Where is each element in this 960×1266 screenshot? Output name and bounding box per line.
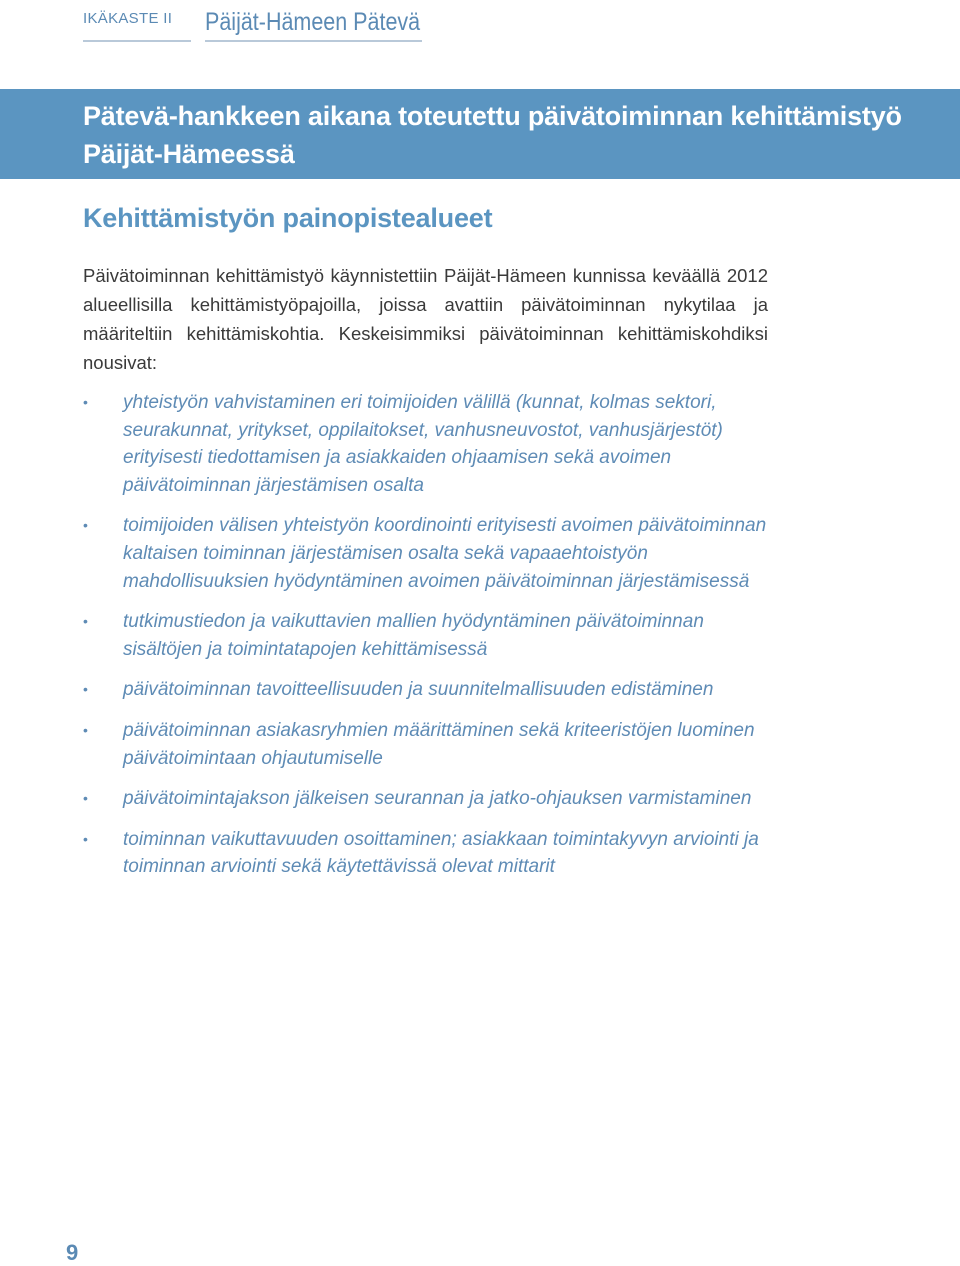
list-item	[83, 512, 783, 595]
list-item	[83, 676, 783, 704]
list-item-text: päivätoiminnan asiakasryhmien määrittäminen sekä kriteeristöjen luominen päivätoimintaan ohjautumiselle	[123, 719, 755, 769]
list-item-text: toiminnan vaikuttavuuden osoittaminen; asiakkaan toimintakyvyn arviointi ja toiminnan arviointi sekä käytettävissä olevat mittarit	[123, 828, 759, 878]
publication-title	[205, 8, 422, 42]
bullet-icon: •	[83, 790, 88, 807]
bullet-icon: •	[83, 681, 88, 698]
chapter-title: Pätevä-hankkeen aikana toteutettu päivätoiminnan kehittämistyö Päijät-Hämeessä	[83, 101, 902, 169]
section-title: Kehittämistyön painopistealueet	[83, 203, 493, 233]
intro-paragraph: Päivätoiminnan kehittämistyö käynnistettiin Päijät-Hämeen kunnissa keväällä 2012 alueellisilla kehittämistyöpajoilla, joissa avattiin päivätoiminnan nykytilaa ja määriteltiin kehittämiskohtia. Keskeisimmiksi päivätoiminnan kehittämiskohdiksi nousivat:	[83, 265, 768, 373]
bullet-icon: •	[83, 721, 88, 738]
bullet-icon: •	[83, 830, 88, 847]
bullet-icon: •	[83, 517, 88, 534]
page-number: 9	[66, 1240, 79, 1265]
list-item-text: tutkimustiedon ja vaikuttavien mallien hyödyntäminen päivätoiminnan sisältöjen ja toimintatapojen kehittämisessä	[123, 611, 704, 660]
list-item-text: toimijoiden välisen yhteistyön koordinointi erityisesti avoimen päivätoiminnan kaltaisen toiminnan järjestämisen osalta sekä vapaaehtoistyön mahdollisuuksien hyödyntäminen avoimen päivätoiminnan järjestämisessä	[123, 515, 767, 592]
list-item-text: päivätoiminnan tavoitteellisuuden ja suunnitelmallisuuden edistäminen	[123, 679, 714, 701]
bullet-icon: •	[83, 394, 88, 410]
list-item	[83, 608, 783, 663]
list-item-text: päivätoimintajakson jälkeisen seurannan ja jatko-ohjauksen varmistaminen	[123, 788, 752, 810]
list-item	[83, 717, 783, 772]
bullet-list	[83, 389, 783, 881]
series-label: IKÄKASTE II	[83, 8, 191, 42]
chapter-banner	[0, 89, 960, 179]
bullet-icon: •	[83, 613, 88, 630]
list-item	[83, 785, 783, 813]
publication-title-text: Päijät-Hämeen Pätevä	[205, 8, 421, 36]
list-item	[83, 389, 783, 499]
list-item	[83, 826, 783, 881]
list-item-text: yhteistyön vahvistaminen eri toimijoiden välillä (kunnat, kolmas sektori, seurakunnat, yritykset, oppilaitokset, vanhusneuvostot, vanhusjärjestöt) erityisesti tiedottamisen ja asiakkaiden ohjaamisen sekä avoimen päivätoiminnan järjestämisen osalta	[123, 392, 723, 496]
